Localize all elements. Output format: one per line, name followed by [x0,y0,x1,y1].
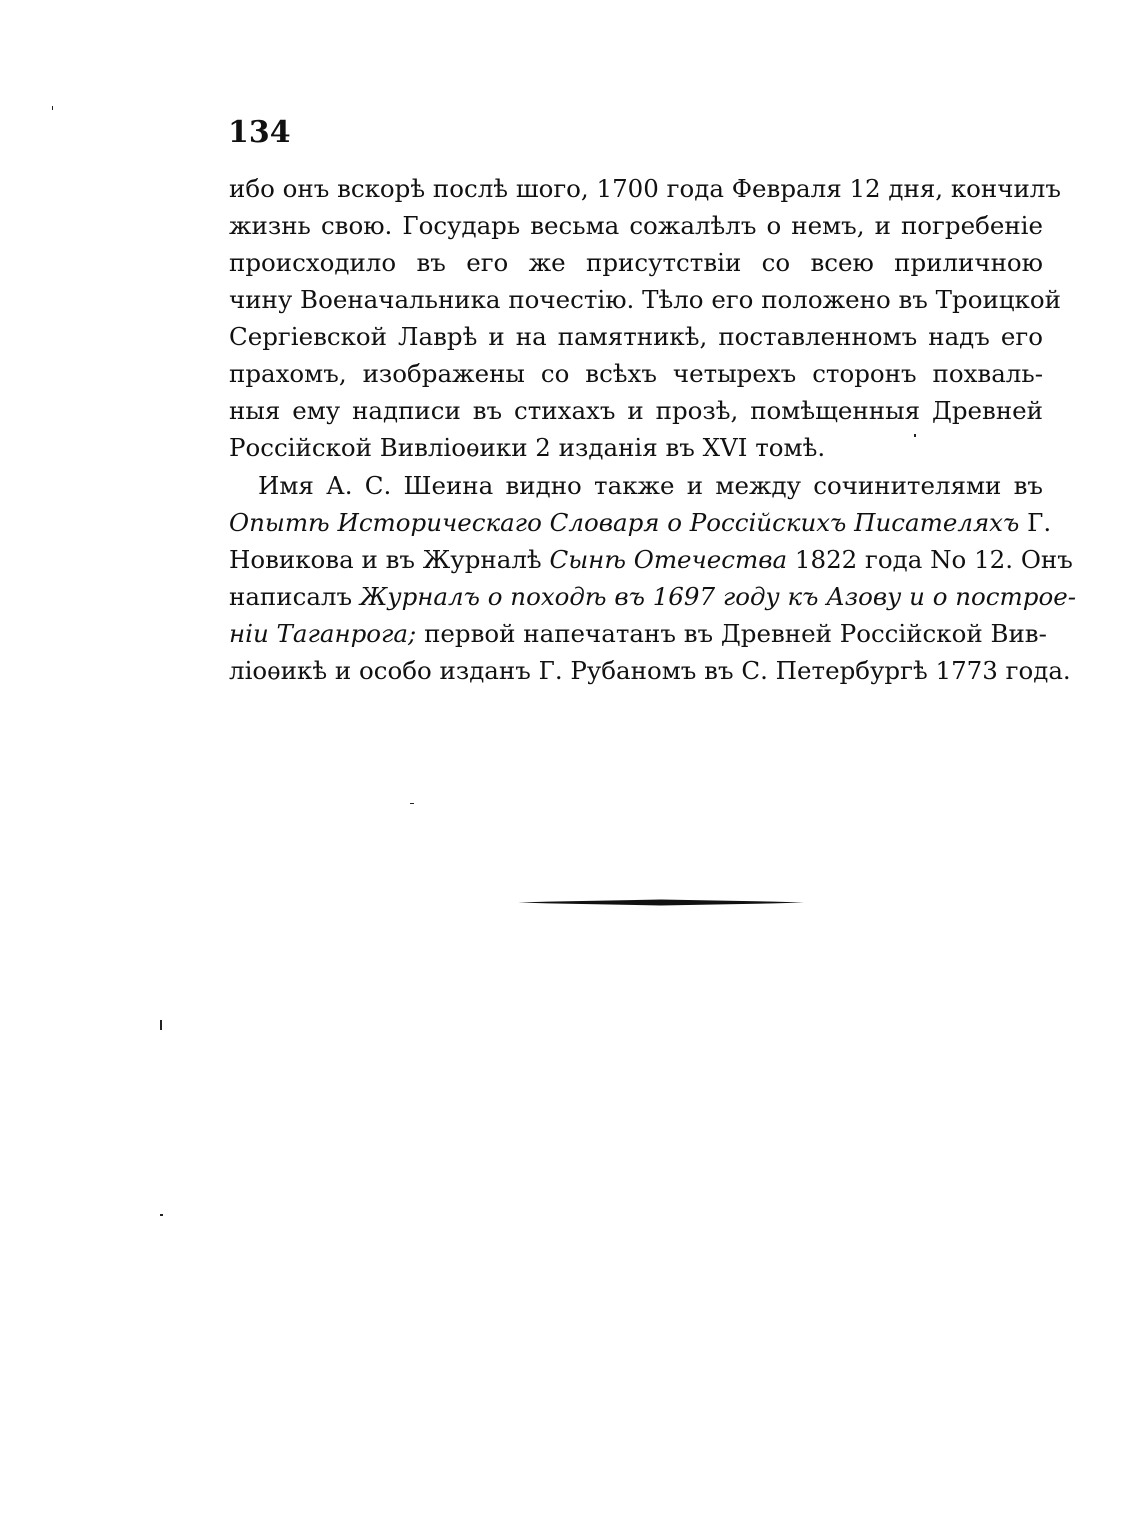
text-line [229,578,1076,615]
text-line: Сергіевской Лаврѣ и на памятникѣ, поставленномъ надъ его [229,322,1043,351]
text-line: ліоѳикѣ и особо изданъ Г. Рубаномъ въ С. Петербургѣ 1773 года. [229,656,1071,685]
text-span: первой напечатанъ въ Древней Россійской Вив- [424,619,1047,648]
text-line [229,504,1052,541]
text-line: чину Военачальника почестію. Тѣло его положено въ Троицкой [229,285,1061,314]
text-line: происходило въ его же присутствіи со всею приличною [229,248,1043,277]
text-line: Россійской Вивліоѳики 2 изданія въ XVI томѣ. [229,433,826,462]
italic-title: ніи Таганрога; [229,619,417,648]
italic-title: Сынѣ Отечества [549,545,788,574]
scan-speck [914,434,916,437]
scan-speck [160,1214,163,1216]
text-line: прахомъ, изображены со всѣхъ четырехъ сторонъ похваль- [229,359,1043,388]
scan-speck [160,1020,162,1030]
text-line: жизнь свою. Государь весьма сожалѣлъ о немъ, и погребеніе [229,211,1043,240]
text-span: 1822 года No 12. Онъ [794,545,1073,574]
scan-speck [410,803,414,804]
italic-title: Опытѣ Историческаго Словаря о Россійскихъ Писателяхъ [229,508,1020,537]
text-span: Новикова и въ Журналѣ [229,545,542,574]
decorative-rule [518,899,804,906]
text-line: Имя А. С. Шеина видно также и между сочинителями въ [258,471,1043,500]
text-line [229,541,1073,578]
text-line: ныя ему надписи въ стихахъ и прозѣ, помѣщенныя Древней [229,396,1043,425]
text-line [229,615,1047,652]
scan-speck [52,106,53,110]
text-span: написалъ [229,582,353,611]
text-span: Г. [1027,508,1052,537]
text-line: ибо онъ вскорѣ послѣ шого, 1700 года Февраля 12 дня, кончилъ [229,174,1061,203]
page-number: 134 [228,115,291,150]
italic-title: Журналъ о походѣ въ 1697 году къ Азову и о построе- [359,582,1076,611]
